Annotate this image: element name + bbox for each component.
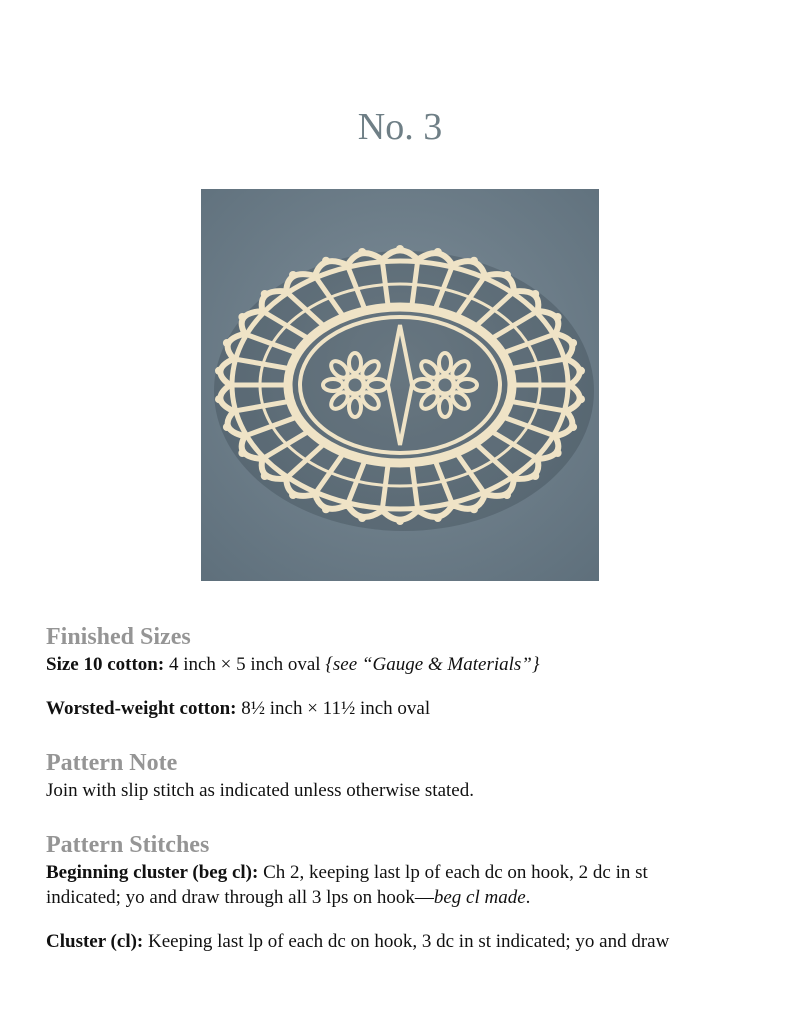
beg-cluster-text-2: indicated; yo and draw through all 3 lps on hook— [46,887,434,908]
beg-cluster-paragraph [46,860,756,910]
size10-paragraph [46,652,756,677]
worsted-text: 8½ inch × 11½ inch oval [241,698,431,719]
cluster-text: Keeping last lp of each dc on hook, 3 dc in st indicated; yo and draw [148,931,670,952]
worsted-paragraph [46,696,756,721]
pattern-content [46,622,756,954]
doily-photo [201,189,599,581]
beg-cluster-made: beg cl made [433,887,526,908]
beg-cluster-label: Beginning cluster (beg cl): [46,862,259,883]
pattern-note-heading: Pattern Note [46,750,178,776]
size10-label: Size 10 cotton: [46,654,165,675]
size10-note: {see “Gauge & Materials”} [325,654,540,675]
pattern-stitches-heading: Pattern Stitches [46,832,210,858]
cluster-label: Cluster (cl): [46,931,144,952]
crochet-doily-image [201,189,599,581]
cluster-paragraph [46,929,756,954]
page-title: No. 3 [357,106,443,148]
beg-cluster-text: Ch 2, keeping last lp of each dc on hook, 2 dc in st [263,862,648,883]
beg-cluster-end: . [525,887,531,908]
size10-text: 4 inch × 5 inch oval [168,654,321,675]
pattern-note-text: Join with slip stitch as indicated unless otherwise stated. [46,780,474,801]
worsted-label: Worsted-weight cotton: [46,698,237,719]
finished-sizes-heading: Finished Sizes [46,624,191,650]
